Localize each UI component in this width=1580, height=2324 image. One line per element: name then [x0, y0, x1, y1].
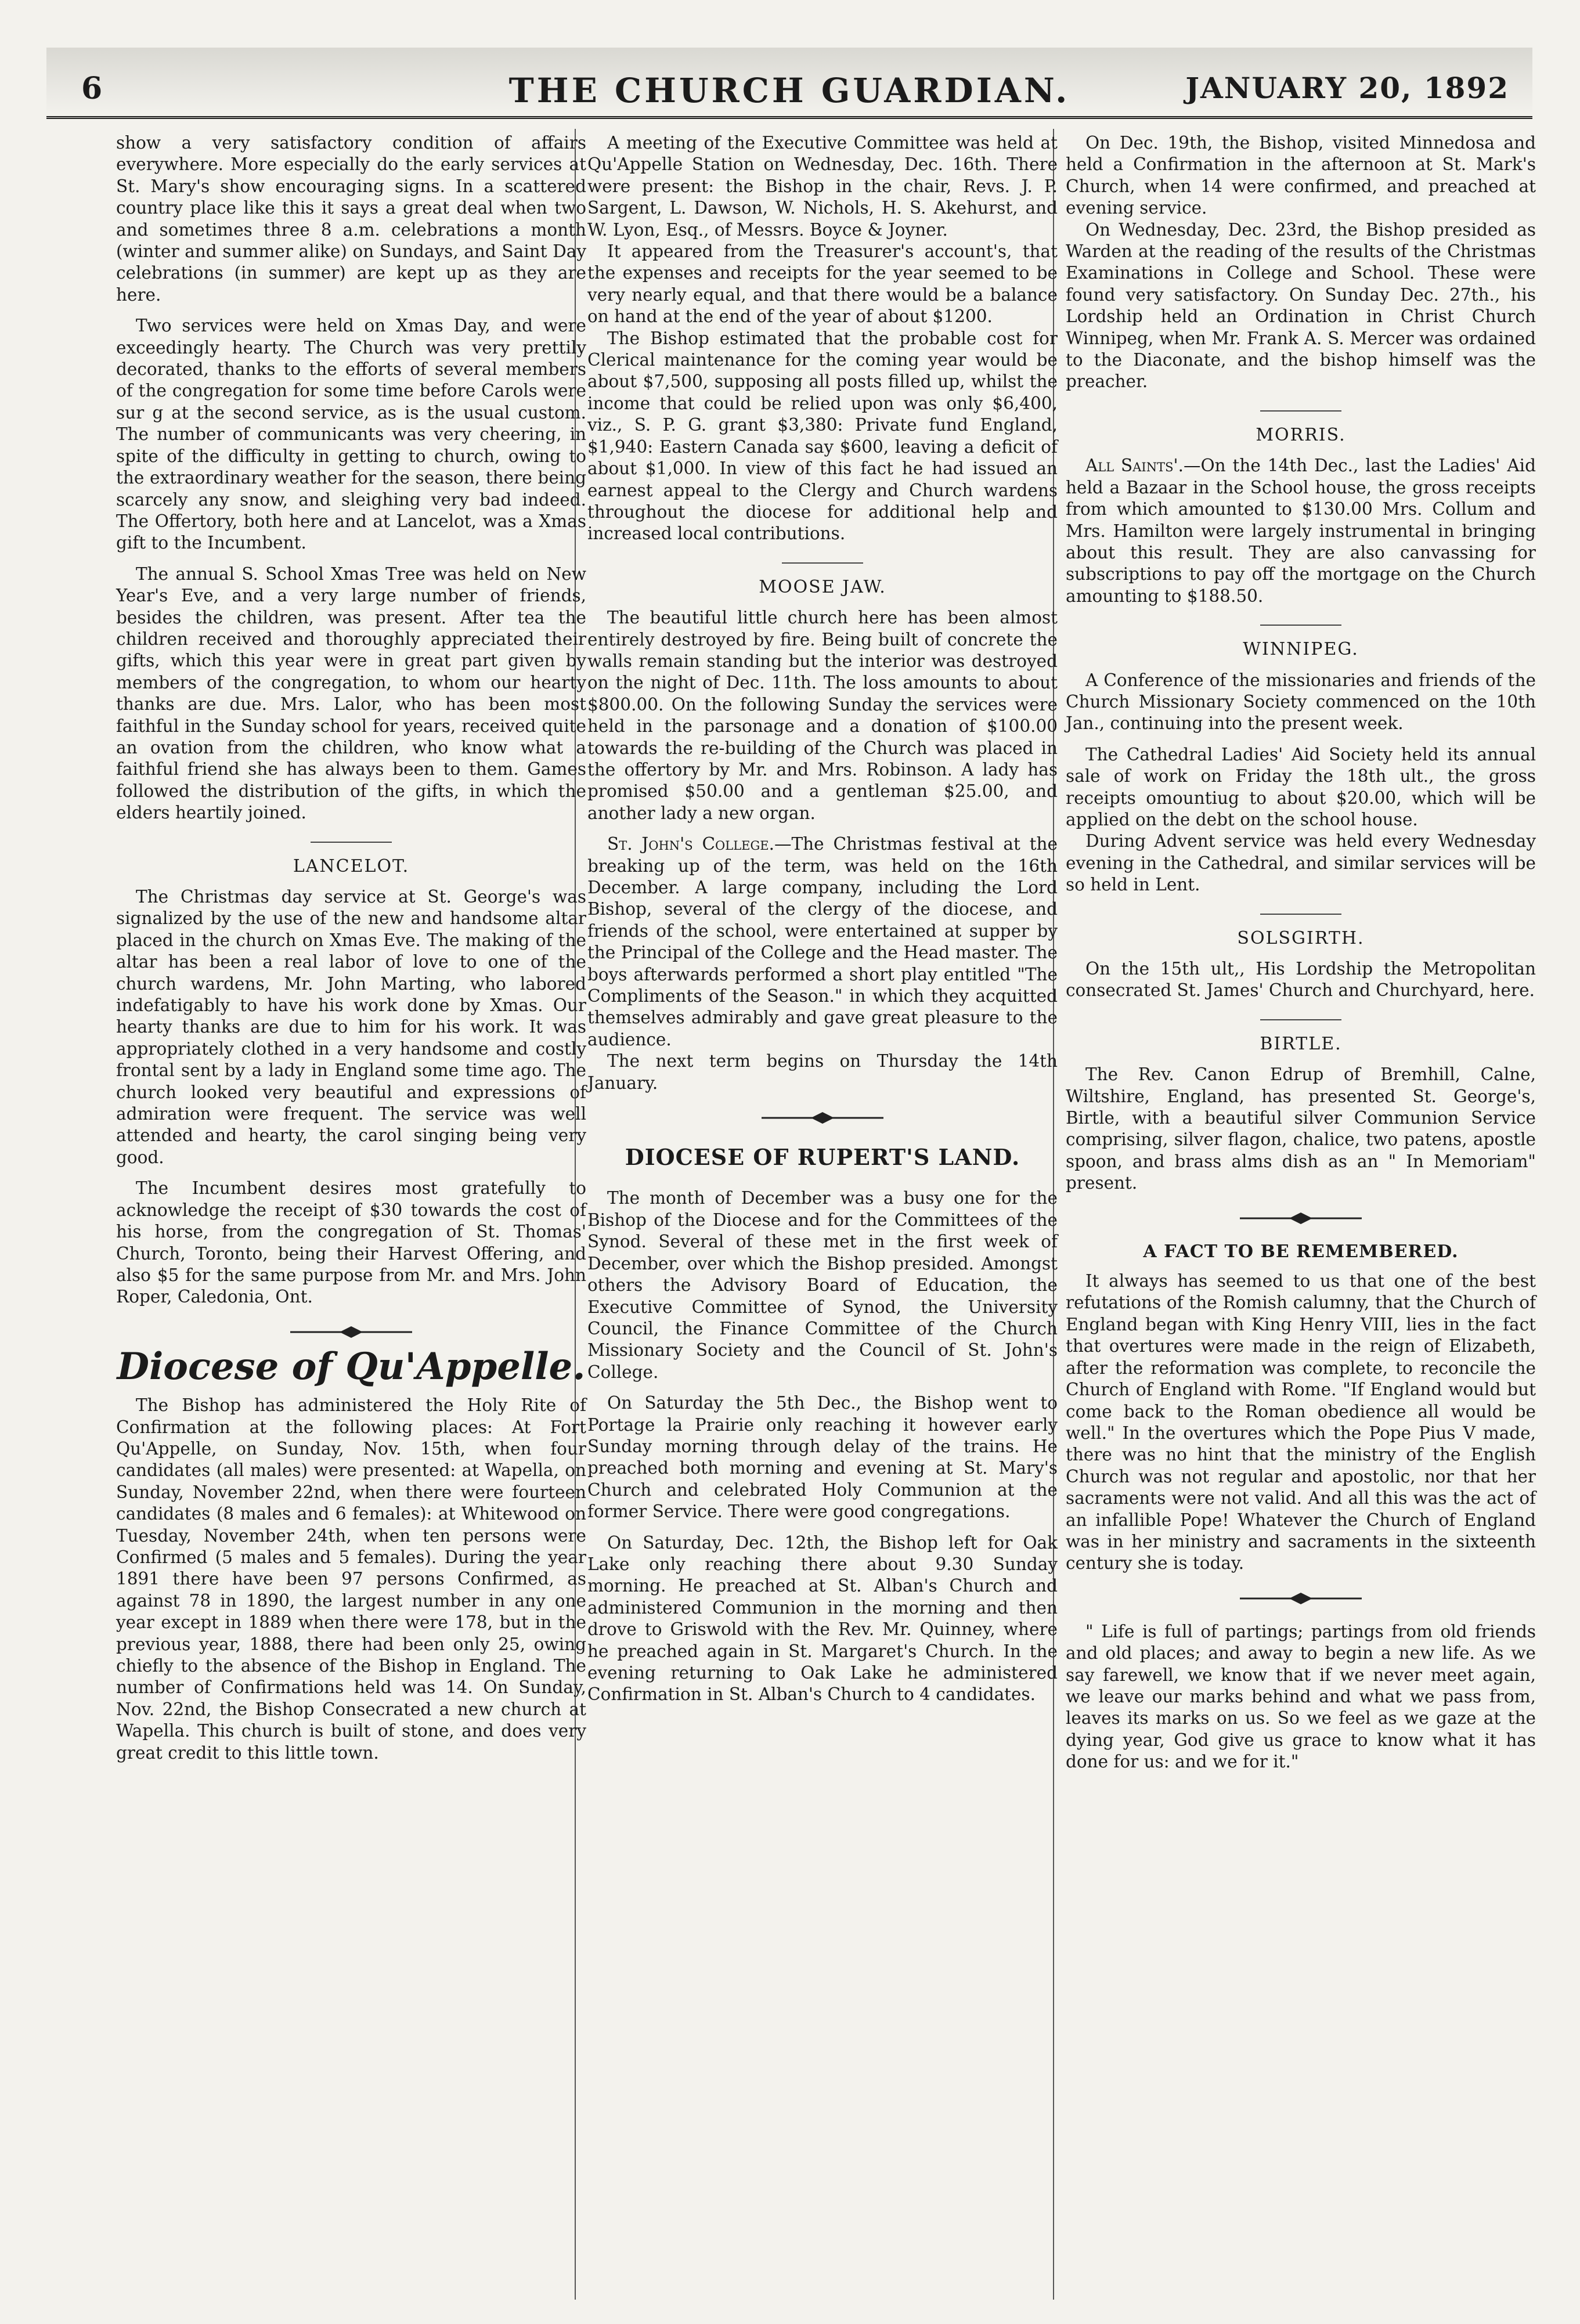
ornament-divider [1234, 1210, 1368, 1227]
paragraph-body: —The Christmas festival at the breaking up of the term, was held on the 16th December. A large company, including the Lord Bishop, several of the clergy of the diocese, and friends of the school, were entertained at supper by the Principal of the College and the Head master. The boys afterwards performed a short play entitled "The Compliments of the Season." in which they acquitted themselves admirably and gave great pleasure to the audience. [587, 834, 1058, 1049]
section-heading-solsgirth: SOLSGIRTH. [1237, 928, 1365, 948]
diocese-heading-quappelle: Diocese of Qu'Appelle. [117, 1344, 586, 1388]
section-rule [1260, 1019, 1341, 1020]
paragraph: On Dec. 19th, the Bishop, visited Minnedosa and held a Confirmation in the afternoon at St. Mark's Church, when 14 were confirmed, and preached at evening service. [1066, 133, 1536, 218]
section-heading-fact: A FACT TO BE REMEMBERED. [1143, 1241, 1459, 1262]
section-rule [1260, 914, 1341, 915]
section-heading-moose-jaw: MOOSE JAW. [759, 576, 886, 597]
paragraph: The month of December was a busy one for the Bishop of the Diocese and for the Committees of the Synod. Several of these met in the first week of December, over which the Bishop presided. Amongst others the Advisory Board of Education, the Executive Committee of Synod, the University Council, the Finance Committee of the Church Missionary Society and the Council of St. John's College. [587, 1188, 1058, 1382]
paragraph: The Cathedral Ladies' Aid Society held its annual sale of work on Friday the 18th ult., the gross receipts omountiug to about $20.00, which will be applied on the debt on the school house. [1066, 744, 1536, 829]
paragraph-lead: St. John's College. [607, 834, 774, 854]
ornament-divider [1234, 1590, 1368, 1607]
paragraph: On Saturday, Dec. 12th, the Bishop left for Oak Lake only reaching there about 9.30 Sunday morning. He preached at St. Alban's Church and administered Communion in the morning and then drove to Griswold with the Rev. Mr. Quinney, where he preached again in St. Margaret's Church. In the evening returning to Oak Lake he administered Confirmation in St. Alban's Church to 4 candidates. [587, 1532, 1058, 1705]
paragraph: A Conference of the missionaries and friends of the Church Missionary Society commenced on the 10th Jan., continuing into the present week. [1066, 670, 1536, 734]
diocese-heading-ruperts-land: DIOCESE OF RUPERT'S LAND. [625, 1144, 1020, 1171]
column-3 [1066, 132, 1536, 1773]
section-heading-morris: MORRIS. [1256, 424, 1346, 445]
paragraph: On Saturday the 5th Dec., the Bishop went to Portage la Prairie only reaching it however early Sunday morning through delay of the trains. He preached both morning and evening at St. Mary's Church and celebrated Holy Communion at the former Service. There were good congregations. [587, 1393, 1058, 1522]
paragraph: The Bishop has administered the Holy Rite of Confirmation at the following places: At Fort Qu'Appelle, on Sunday, Nov. 15th, when four candidates (all males) were presented: at Wapella, on Sunday, November 22nd, when there were fourteen candidates (8 males and 6 females): at Whitewood on Tuesday, November 24th, when ten persons were Confirmed (5 males and 5 females). During the year 1891 there have been 97 persons Confirmed, as against 78 in 1890, the largest number in any one year except in 1889 when there were 178, but in the previous year, 1888, there had been only 25, owing chiefly to the absence of the Bishop in England. The number of Confirmations held was 14. On Sunday, Nov. 22nd, the Bishop Consecrated a new church at Wapella. This church is built of stone, and does very great credit to this little town. [116, 1395, 586, 1763]
column-1 [116, 132, 586, 1764]
paragraph: The Christmas day service at St. George's was signalized by the use of the new and handsome altar placed in the church on Xmas Eve. The making of the altar has been a real labor of love to one of the church wardens, Mr. John Marting, who labored indefatigably to have his work done by Xmas. Our hearty thanks are due to him for his work. It was appropriately clothed in a very handsome and costly frontal sent by a lady in England some time ago. The church looked very beautiful and expressions of admiration were frequent. The service was well attended and hearty, the carol singing being very good. [116, 887, 586, 1167]
masthead [46, 48, 1532, 119]
column-2 [587, 132, 1058, 1706]
paragraph: It always has seemed to us that one of the best refutations of the Romish calumny, that the Church of England began with King Henry VIII, lies in the fact that overtures were made in the reign of Elizabeth, after the reformation was complete, to reconcile the Church of England with Rome. "If England would but come back to the Roman obedience all would be well." In the overtures which the Pope Pius V made, there was no hint that the ministry of the English Church was not regular and apostolic, nor that her sacraments were not valid. And all this was the act of an infallible Pope! Whatever the Church of England was in her ministry and sacraments in the sixteenth century she is today. [1066, 1271, 1536, 1574]
paragraph: show a very satisfactory condition of affairs everywhere. More especially do the early services at St. Mary's show encouraging signs. In a scattered country place like this it says a great deal when two and sometimes three 8 a.m. celebrations a month (winter and summer alike) on Sundays, and Saint Day celebrations (in summer) are kept up as they are here. [116, 133, 586, 305]
paragraph: " Life is full of partings; partings from old friends and old places; and away to begin a new life. As we say farewell, we know that if we never meet again, we leave our marks behind and what we pass from, leaves its marks on us. So we feel as we gaze at the dying year, God give us grace to know what it has done for us: and we for it." [1066, 1621, 1536, 1772]
paragraph: During Advent service was held every Wednesday evening in the Cathedral, and similar services will be so held in Lent. [1066, 831, 1536, 895]
section-rule [311, 842, 392, 843]
section-rule [1260, 625, 1341, 626]
section-heading-lancelot: LANCELOT. [293, 856, 410, 876]
paragraph: A meeting of the Executive Committee was held at Qu'Appelle Station on Wednesday, Dec. 16th. There were present: the Bishop in the chair, Revs. J. P. Sargent, L. Dawson, W. Nichols, H. S. Akehurst, and W. Lyon, Esq., of Messrs. Boyce & Joyner. [587, 133, 1058, 240]
paragraph-lead: All Saints'. [1085, 456, 1184, 476]
issue-date: JANUARY 20, 1892 [1185, 71, 1509, 105]
section-heading-winnipeg: WINNIPEG. [1243, 639, 1359, 660]
ornament-divider [756, 1109, 889, 1127]
paragraph [1066, 455, 1536, 607]
paragraph: The Incumbent desires most gratefully to acknowledge the receipt of $30 towards the cost of his horse, from the congregation of St. Thomas' Church, Toronto, being their Harvest Offering, and also $5 for the same purpose from Mr. and Mrs. John Roper, Caledonia, Ont. [116, 1178, 586, 1307]
paragraph: On Wednesday, Dec. 23rd, the Bishop presided as Warden at the reading of the results of the Christmas Examinations in College and School. These were found very satisfactory. On Sunday Dec. 27th., his Lordship held an Ordination in Christ Church Winnipeg, when Mr. Frank A. S. Mercer was ordained to the Diaconate, and the bishop himself was the preacher. [1066, 219, 1536, 392]
section-rule [1260, 410, 1341, 412]
paragraph: The Bishop estimated that the probable cost for Clerical maintenance for the coming year would be about $7,500, supposing all posts filled up, whilst the income that could be relied upon was only $6,400, viz., S. P. G. grant $3,380: Private fund England, $1,940: Eastern Canada say $600, leaving a deficit of about $1,000. In view of this fact he had issued an earnest appeal to the Clergy and Church wardens throughout the diocese for additional help and increased local contributions. [587, 328, 1058, 544]
paragraph: The beautiful little church here has been almost entirely destroyed by fire. Being built of concrete the walls remain standing but the interior was destroyed on the night of Dec. 11th. The loss amounts to about $800.00. On the following Sunday the services were held in the parsonage and a donation of $100.00 towards the re-building of the Church was placed in the offertory by Mr. and Mrs. Robinson. A lady has promised $50.00 and a gentleman $25.00, and another lady a new organ. [587, 608, 1058, 823]
paragraph [587, 833, 1058, 1051]
paragraph: The annual S. School Xmas Tree was held on New Year's Eve, and a very large number of friends, besides the children, was present. After tea the children received and thoroughly appreciated their gifts, which this year were in great part given by members of the congregation, to whom our hearty thanks are due. Mrs. Lalor, who has been most faithful in the Sunday school for years, received quite an ovation from the children, who know what a faithful friend she has always been to them. Games followed the distribution of the gifts, in which the elders heartily joined. [116, 564, 586, 823]
paragraph: It appeared from the Treasurer's account's, that the expenses and receipts for the year seemed to be very nearly equal, and that there would be a balance on hand at the end of the year of about $1200. [587, 241, 1058, 327]
newspaper-title: THE CHURCH GUARDIAN. [508, 71, 1070, 110]
paragraph: The next term begins on Thursday the 14th January. [587, 1051, 1058, 1093]
paragraph: The Rev. Canon Edrup of Bremhill, Calne, Wiltshire, England, has presented St. George's, Birtle, with a beautiful silver Communion Service comprising, silver flagon, chalice, two patens, apostle spoon, and brass alms dish as an " In Memoriam" present. [1066, 1064, 1536, 1193]
paragraph: On the 15th ult,, His Lordship the Metropolitan consecrated St. James' Church and Churchyard, here. [1066, 959, 1536, 1001]
section-heading-birtle: BIRTLE. [1260, 1033, 1342, 1054]
paragraph: Two services were held on Xmas Day, and were exceedingly hearty. The Church was very prettily decorated, thanks to the efforts of several members of the congregation for some time before Carols were sur g at the second service, as is the usual custom. The number of communicants was very cheering, in spite of the difficulty in getting to church, owing to the extraordinary weather for the season, there being scarcely any snow, and sleighing very bad indeed. The Offertory, both here and at Lancelot, was a Xmas gift to the Incumbent. [116, 316, 586, 553]
paragraph-body: —On the 14th Dec., last the Ladies' Aid held a Bazaar in the School house, the gross receipts from which amounted to $130.00 Mrs. Collum and Mrs. Hamilton were largely instrumental in bringing about this result. They are also canvassing for subscriptions to pay off the mortgage on the Church amounting to $188.50. [1066, 456, 1536, 606]
ornament-divider [284, 1323, 418, 1341]
page-number: 6 [81, 71, 103, 106]
section-rule [782, 562, 863, 564]
